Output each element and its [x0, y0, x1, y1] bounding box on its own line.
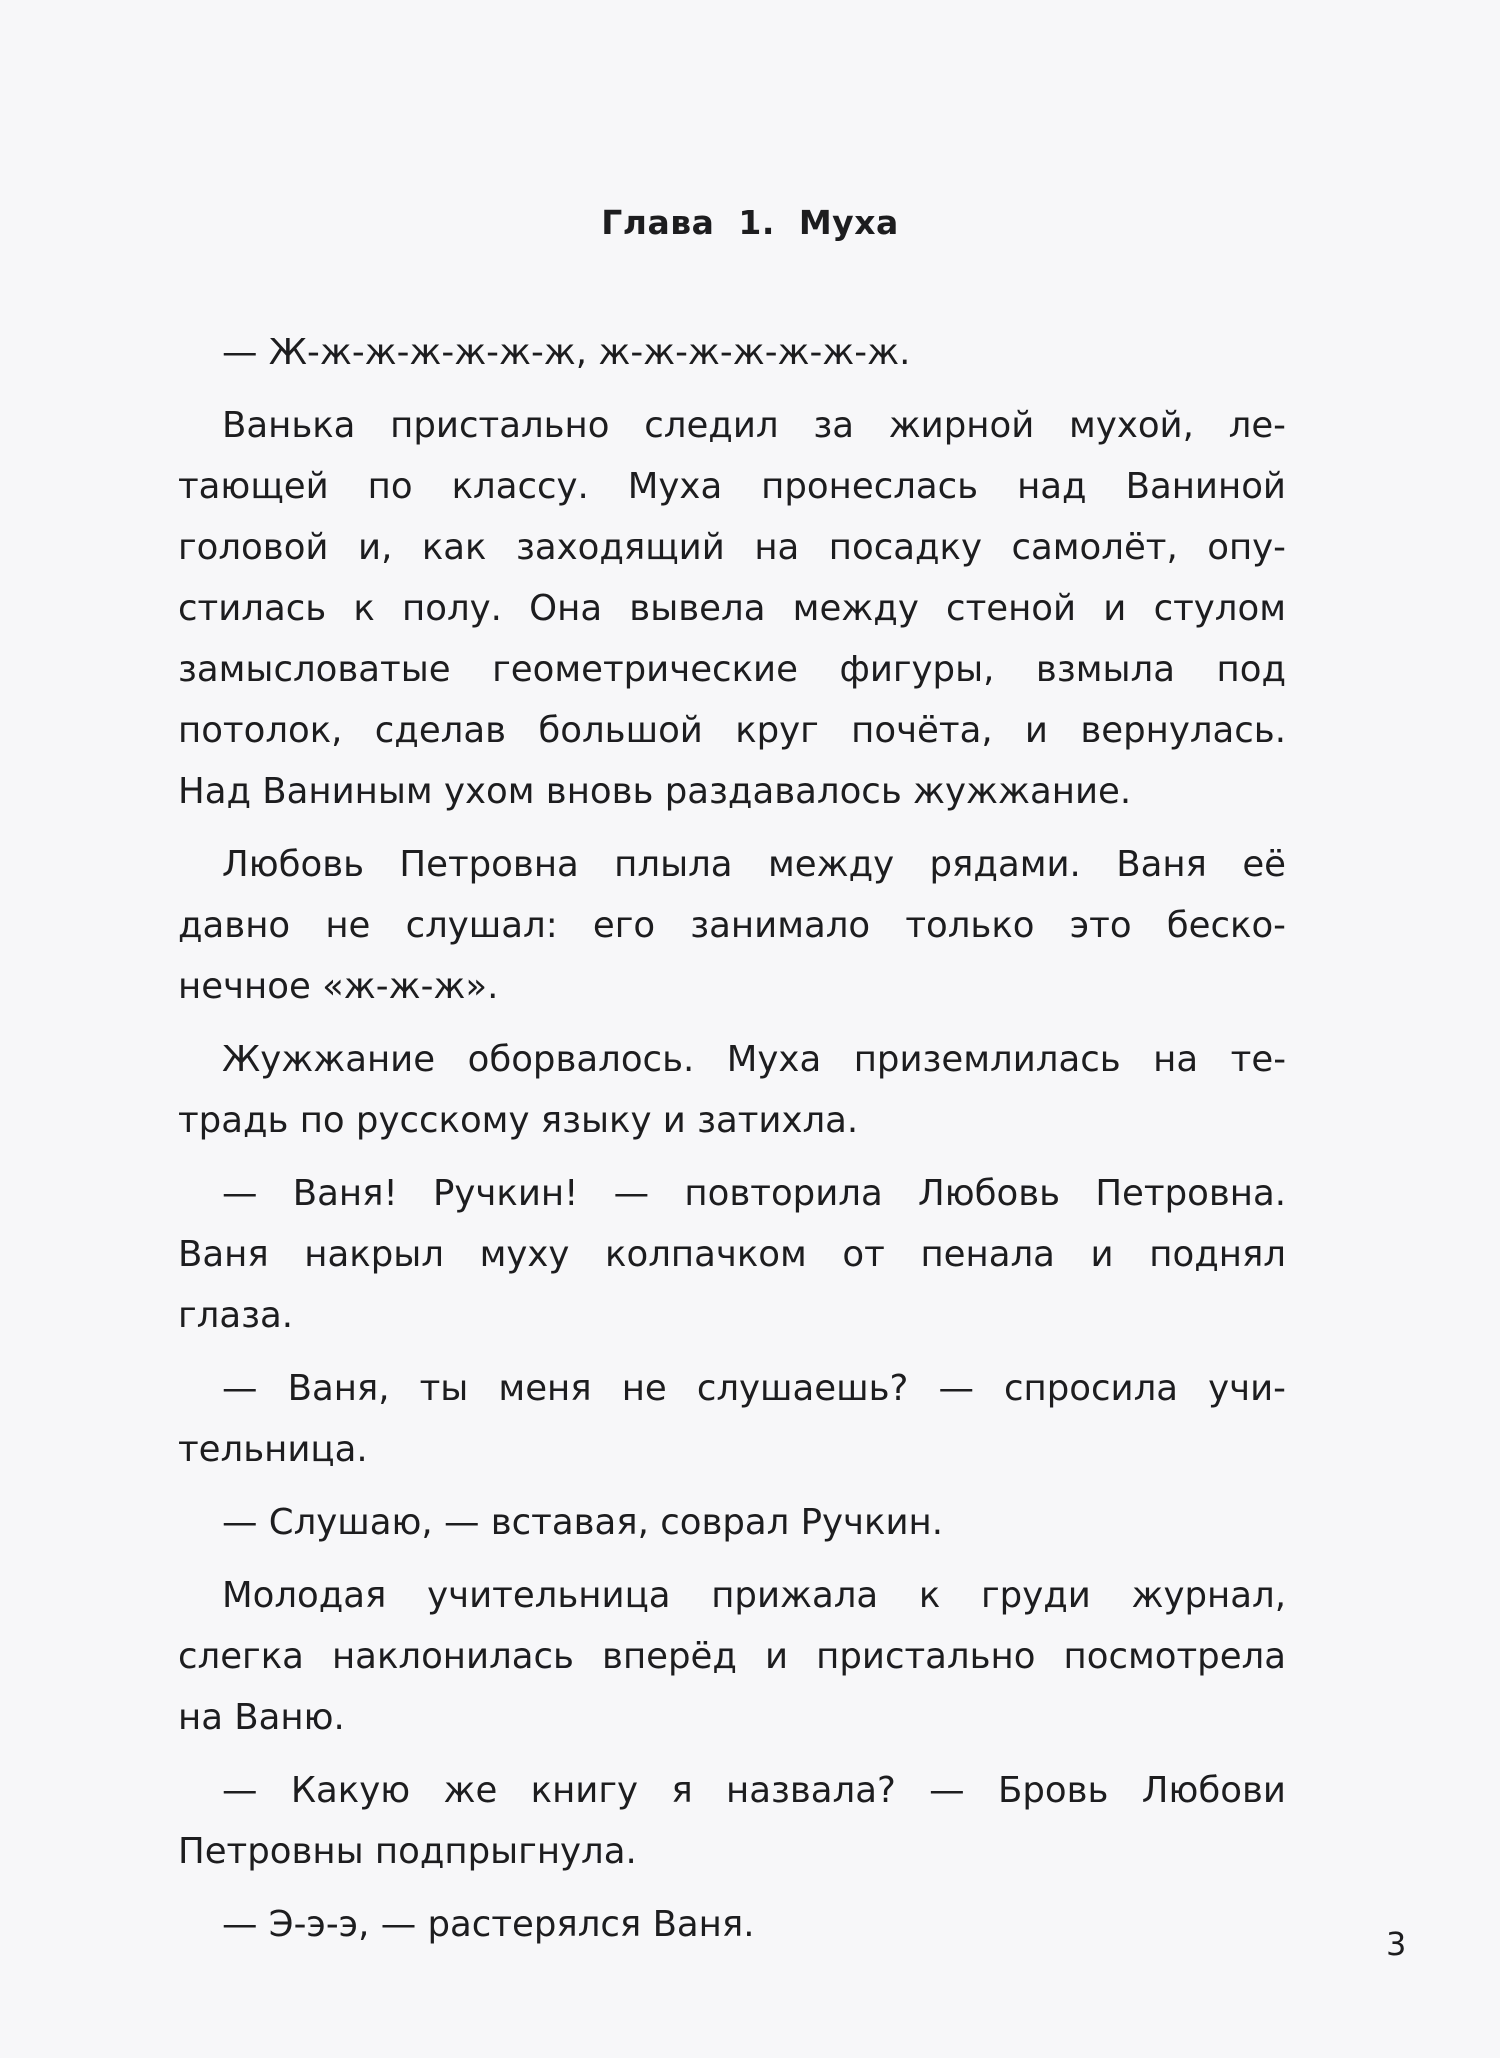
paragraph: [178, 395, 1286, 822]
text-line: Жужжание оборвалось. Муха приземлилась на те-: [222, 1039, 1286, 1080]
text-line: Ванька пристально следил за жирной мухой, ле-: [222, 405, 1286, 446]
paragraph: [178, 1163, 1286, 1346]
text-line: — Ваня! Ручкин! — повторила Любовь Петровна.: [222, 1173, 1286, 1214]
text-line: замысловатые геометрические фигуры, взмыла под: [178, 649, 1286, 690]
paragraph: [178, 1358, 1286, 1480]
page-number: 3: [1386, 1925, 1407, 1963]
paragraph: [178, 1760, 1286, 1882]
text-line: потолок, сделав большой круг почёта, и вернулась.: [178, 710, 1286, 751]
text-line: глаза.: [178, 1295, 294, 1336]
paragraph: [178, 1492, 1286, 1553]
text-line: Любовь Петровна плыла между рядами. Ваня её: [222, 844, 1286, 885]
paragraph: [178, 322, 1286, 383]
text-line: тающей по классу. Муха пронеслась над Ваниной: [178, 466, 1286, 507]
text-line: на Ваню.: [178, 1697, 345, 1738]
text-line: — Какую же книгу я назвала? — Бровь Любови: [222, 1770, 1286, 1811]
chapter-title: Глава 1. Муха: [601, 203, 899, 242]
text-line: традь по русскому языку и затихла.: [178, 1100, 859, 1141]
text-line: Молодая учительница прижала к груди журнал,: [222, 1575, 1286, 1616]
text-line: нечное «ж-ж-ж».: [178, 966, 499, 1007]
text-line: — Э-э-э, — растерялся Ваня.: [222, 1904, 755, 1945]
text-line: Петровны подпрыгнула.: [178, 1831, 637, 1872]
text-line: Ваня накрыл муху колпачком от пенала и поднял: [178, 1234, 1286, 1275]
text-line: — Ваня, ты меня не слушаешь? — спросила учи-: [222, 1368, 1286, 1409]
text-line: стилась к полу. Она вывела между стеной и стулом: [178, 588, 1286, 629]
text-line: тельница.: [178, 1429, 368, 1470]
chapter-text: [178, 322, 1286, 1955]
text-line: головой и, как заходящий на посадку самолёт, опу-: [178, 527, 1286, 568]
text-line: давно не слушал: его занимало только это беско-: [178, 905, 1286, 946]
text-line: — Слушаю, — вставая, соврал Ручкин.: [222, 1502, 944, 1543]
text-line: слегка наклонилась вперёд и пристально посмотрела: [178, 1636, 1286, 1677]
paragraph: [178, 1565, 1286, 1748]
paragraph: [178, 1029, 1286, 1151]
text-line: Над Ваниным ухом вновь раздавалось жужжание.: [178, 771, 1132, 812]
paragraph: [178, 1894, 1286, 1955]
paragraph: [178, 834, 1286, 1017]
text-line: — Ж-ж-ж-ж-ж-ж-ж, ж-ж-ж-ж-ж-ж-ж.: [222, 332, 911, 373]
